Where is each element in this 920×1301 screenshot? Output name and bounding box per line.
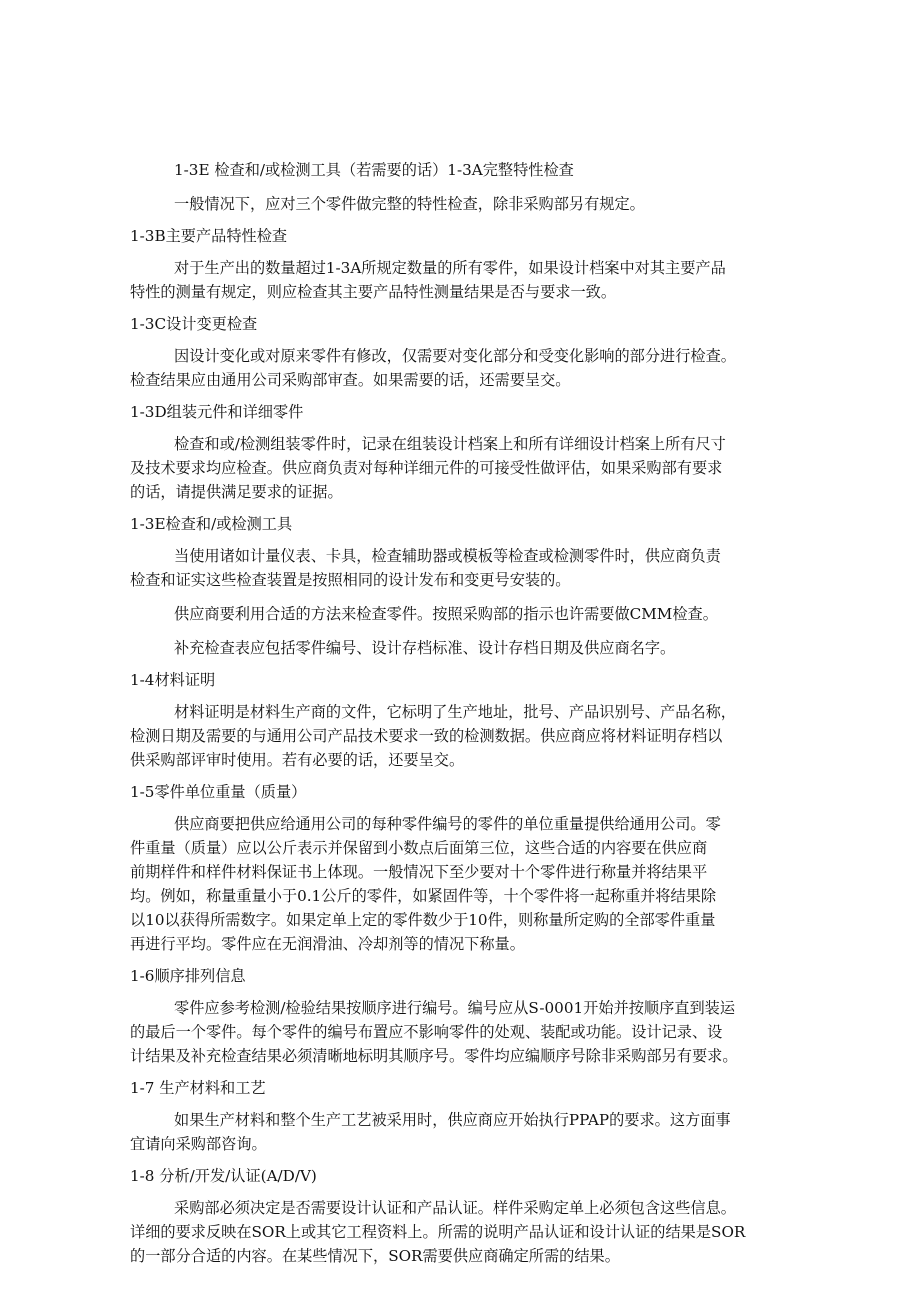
- paragraph-line: 及技术要求均应检查。供应商负责对每种详细元件的可接受性做评估，如果采购部有要求: [130, 459, 723, 477]
- section-heading: 1-6顺序排列信息: [130, 967, 246, 985]
- paragraph-line: 零件应参考检测/检验结果按顺序进行编号。编号应从S-0001开始并按顺序直到装运: [174, 999, 736, 1017]
- section-heading: 1-3B主要产品特性检查: [130, 227, 288, 245]
- paragraph-line: 补充检查表应包括零件编号、设计存档标准、设计存档日期及供应商名字。: [174, 639, 676, 657]
- paragraph-line: 件重量（质量）应以公斤表示并保留到小数点后面第三位，这些合适的内容要在供应商: [130, 839, 708, 857]
- paragraph-line: 检查结果应由通用公司采购部审查。如果需要的话，还需要呈交。: [130, 371, 571, 389]
- paragraph-line: 供采购部评审时使用。若有必要的话，还要呈交。: [130, 751, 465, 769]
- section-heading: 1-3D组装元件和详细零件: [130, 403, 304, 421]
- paragraph-line: 检查和证实这些检查装置是按照相同的设计发布和变更号安装的。: [130, 571, 571, 589]
- paragraph-line: 均。例如，称量重量小于0.1公斤的零件，如紧固件等，十个零件将一起称重并将结果除: [130, 887, 717, 905]
- section-heading: 1-3E检查和/或检测工具: [130, 515, 293, 533]
- section-heading: 1-8 分析/开发/认证(A/D/V): [130, 1167, 317, 1185]
- paragraph-line: 计结果及补充检查结果必须清晰地标明其顺序号。零件均应编顺序号除非采购部另有要求。: [130, 1047, 738, 1065]
- paragraph-line: 再进行平均。零件应在无润滑油、冷却剂等的情况下称量。: [130, 935, 525, 953]
- paragraph-line: 以10以获得所需数字。如果定单上定的零件数少于10件，则称量所定购的全部零件重量: [130, 911, 716, 929]
- paragraph-line: 因设计变化或对原来零件有修改，仅需要对变化部分和受变化影响的部分进行检查。: [174, 347, 736, 365]
- paragraph-line: 检查和或/检测组装零件时，记录在组装设计档案上和所有详细设计档案上所有尺寸: [174, 435, 726, 453]
- document-body: [130, 158, 794, 1268]
- paragraph-line: 如果生产材料和整个生产工艺被采用时，供应商应开始执行PPAP的要求。这方面事: [174, 1111, 731, 1129]
- section-heading: 1-4材料证明: [130, 671, 216, 689]
- paragraph-line: 供应商要利用合适的方法来检查零件。按照采购部的指示也许需要做CMM检查。: [174, 605, 718, 623]
- paragraph-line: 详细的要求反映在SOR上或其它工程资料上。所需的说明产品认证和设计认证的结果是SOR: [130, 1223, 746, 1241]
- paragraph-line: 当使用诸如计量仪表、卡具，检查辅助器或模板等检查或检测零件时，供应商负责: [174, 547, 721, 565]
- paragraph-line: 采购部必须决定是否需要设计认证和产品认证。样件采购定单上必须包含这些信息。: [174, 1199, 736, 1217]
- paragraph-line: 一般情况下，应对三个零件做完整的特性检查，除非采购部另有规定。: [174, 195, 645, 213]
- paragraph-line: 对于生产出的数量超过1-3A所规定数量的所有零件，如果设计档案中对其主要产品: [174, 259, 726, 277]
- paragraph-line: 宜请向采购部咨询。: [130, 1135, 267, 1153]
- section-heading: 1-3C设计变更检查: [130, 315, 258, 333]
- paragraph-line: 的话，请提供满足要求的证据。: [130, 483, 343, 501]
- section-heading: 1-7 生产材料和工艺: [130, 1079, 266, 1097]
- paragraph-line: 检测日期及需要的与通用公司产品技术要求一致的检测数据。供应商应将材料证明存档以: [130, 727, 723, 745]
- paragraph-line: 特性的测量有规定，则应检查其主要产品特性测量结果是否与要求一致。: [130, 283, 616, 301]
- paragraph-line: 供应商要把供应给通用公司的每种零件编号的零件的单位重量提供给通用公司。零: [174, 815, 721, 833]
- section-heading: 1-5零件单位重量（质量）: [130, 783, 307, 801]
- paragraph-line: 的最后一个零件。每个零件的编号布置应不影响零件的处观、装配或功能。设计记录、设: [130, 1023, 723, 1041]
- paragraph-line: 前期样件和样件材料保证书上体现。一般情况下至少要对十个零件进行称量并将结果平: [130, 863, 708, 881]
- section-heading: 1-3E 检查和/或检测工具（若需要的话）1-3A完整特性检查: [174, 161, 574, 179]
- paragraph-line: 的一部分合适的内容。在某些情况下，SOR需要供应商确定所需的结果。: [130, 1247, 620, 1265]
- paragraph-line: 材料证明是材料生产商的文件，它标明了生产地址，批号、产品识别号、产品名称，: [174, 703, 736, 721]
